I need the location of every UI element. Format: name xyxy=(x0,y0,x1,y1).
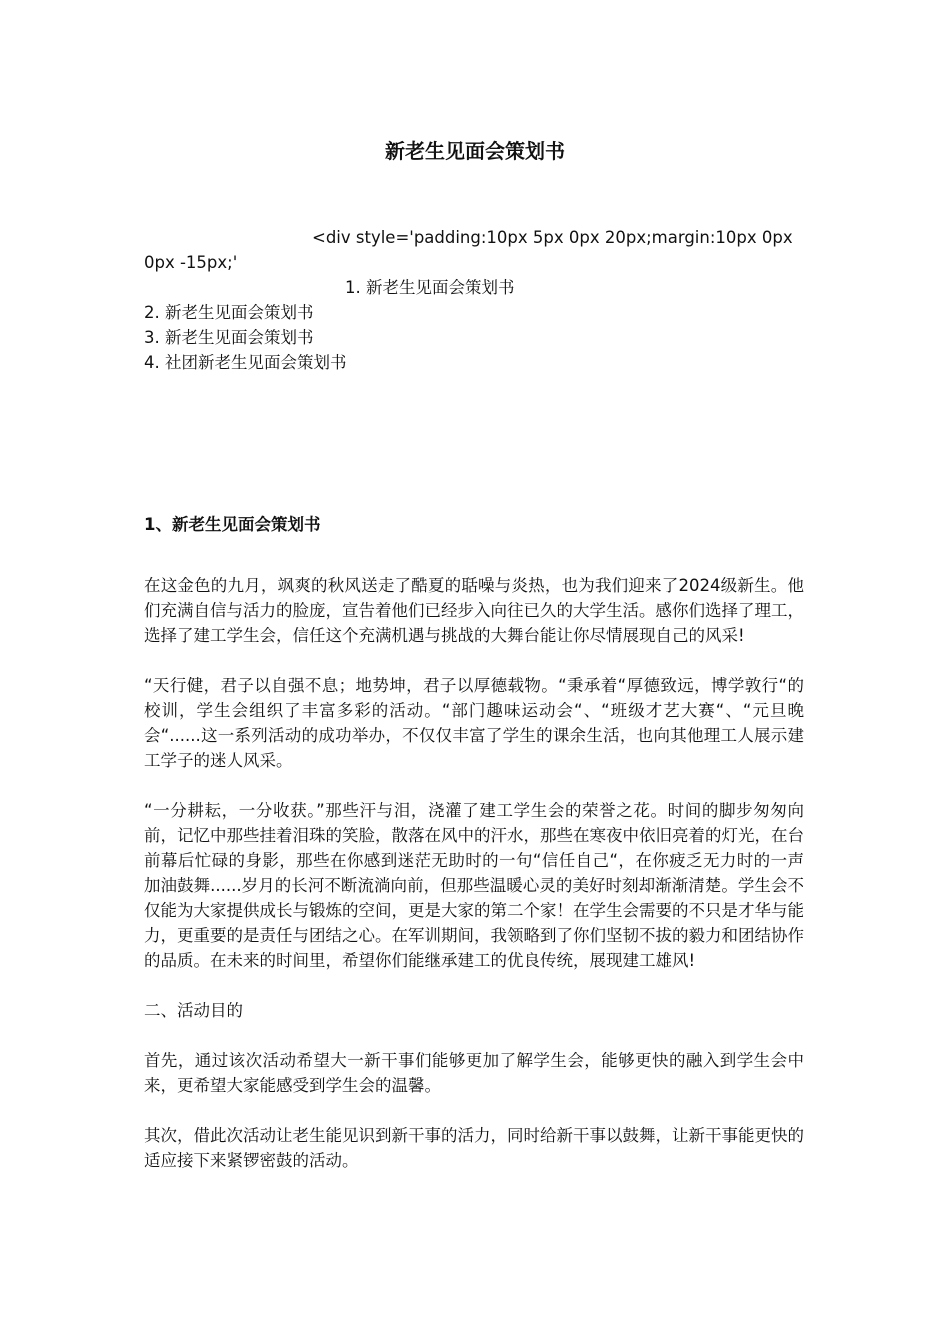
paragraph: “一分耕耘，一分收获。”那些汗与泪，浇灌了建工学生会的荣誉之花。时间的脚步匆匆向前，记忆中那些挂着泪珠的笑脸，散落在风中的汗水，那些在寒夜中依旧亮着的灯光，在台前幕后忙碌的身影，那些在你感到迷茫无助时的一句“信任自己“，在你疲乏无力时的一声加油鼓舞......岁月的长河不断流淌向前，但那些温暖心灵的美好时刻却渐渐清楚。学生会不仅能为大家提供成长与锻炼的空间，更是大家的第二个家！在学生会需要的不只是才华与能力，更重要的是责任与团结之心。在军训期间，我领略到了你们坚韧不拔的毅力和团结协作的品质。在未来的时间里，希望你们能继承建工的优良传统，展现建工雄风! xyxy=(144,801,804,970)
paragraph: 首先，通过该次活动希望大一新干事们能够更加了解学生会，能够更快的融入到学生会中来，更希望大家能感受到学生会的温馨。 xyxy=(144,1051,804,1095)
document-title: 新老生见面会策划书 xyxy=(385,139,565,163)
toc-raw-markup-text: <div style='padding:10px 5px 0px 20px;margin:10px 0px 0px -15px;' xyxy=(144,228,793,272)
paragraph: 在这金色的九月，飒爽的秋风送走了酷夏的聒噪与炎热，也为我们迎来了2024级新生。他们充满自信与活力的脸庞，宣告着他们已经步入向往已久的大学生活。感你们选择了理工，选择了建工学生会，信任这个充满机遇与挑战的大舞台能让你尽情展现自己的风采! xyxy=(144,576,804,645)
section-heading xyxy=(144,512,320,537)
toc-item[interactable]: 4. 社团新老生见面会策划书 xyxy=(144,353,347,372)
toc-item[interactable]: 2. 新老生见面会策划书 xyxy=(144,303,314,322)
paragraph: 其次，借此次活动让老生能见识到新干事的活力，同时给新干事以鼓舞，让新干事能更快的适应接下来紧锣密鼓的活动。 xyxy=(144,1126,804,1170)
section-number: 1、 xyxy=(144,515,172,534)
paragraph: “天行健，君子以自强不息；地势坤，君子以厚德载物。“秉承着“厚德致远，博学敦行“的校训，学生会组织了丰富多彩的活动。“部门趣味运动会“、“班级才艺大赛“、“元旦晚会“......这一系列活动的成功举办，不仅仅丰富了学生的课余生活，也向其他理工人展示建工学子的迷人风采。 xyxy=(144,676,804,770)
subheading: 二、活动目的 xyxy=(144,1001,243,1020)
section-body xyxy=(144,573,804,1198)
section-heading-text: 新老生见面会策划书 xyxy=(171,515,321,534)
table-of-contents xyxy=(144,225,804,375)
toc-item[interactable]: 1. 新老生见面会策划书 xyxy=(345,278,515,297)
toc-item[interactable]: 3. 新老生见面会策划书 xyxy=(144,328,314,347)
